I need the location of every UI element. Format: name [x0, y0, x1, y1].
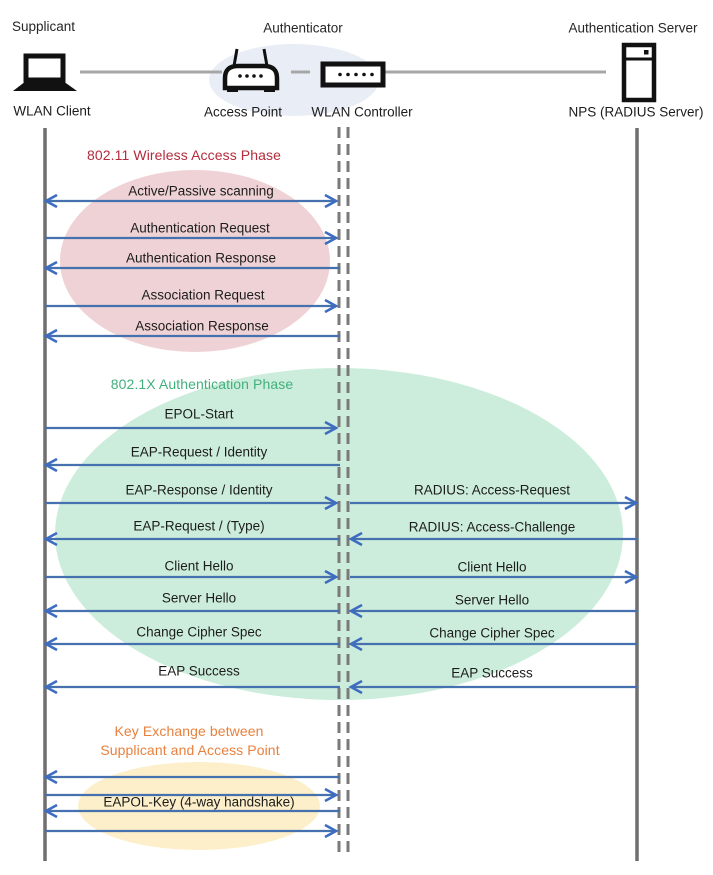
label-eap-success-left: EAP Success — [158, 663, 240, 679]
label-radius-access-request: RADIUS: Access-Request — [413, 482, 571, 498]
label-eap-success-right: EAP Success — [451, 665, 533, 681]
server-icon — [624, 45, 654, 100]
label-association-response: Association Response — [135, 318, 269, 334]
label-eap-response-identity: EAP-Response / Identity — [125, 482, 273, 498]
laptop-icon — [13, 56, 77, 91]
phase3-title-line2: Supplicant and Access Point — [100, 742, 280, 758]
label-active-passive-scanning: Active/Passive scanning — [128, 183, 274, 199]
label-eap-request-type: EAP-Request / (Type) — [133, 518, 265, 534]
phase3-title-line1: Key Exchange between — [114, 723, 264, 739]
label-server-hello-left: Server Hello — [161, 590, 237, 606]
header-authenticator: Authenticator — [263, 20, 343, 36]
node-label-access-point: Access Point — [203, 104, 283, 120]
label-client-hello-left: Client Hello — [164, 558, 234, 574]
label-authentication-response: Authentication Response — [125, 250, 277, 266]
node-label-wlan-client: WLAN Client — [13, 103, 91, 119]
label-authentication-request: Authentication Request — [130, 220, 270, 236]
label-eap-request-identity: EAP-Request / Identity — [130, 444, 268, 460]
label-radius-access-challenge: RADIUS: Access-Challenge — [408, 519, 576, 535]
wlan-controller-icon — [323, 64, 383, 85]
header-authentication-server: Authentication Server — [568, 20, 698, 36]
label-change-cipher-spec-right: Change Cipher Spec — [429, 625, 555, 641]
phase2-title: 802.1X Authentication Phase — [110, 376, 294, 392]
label-epol-start: EPOL-Start — [164, 406, 234, 422]
label-eapol-key-handshake: EAPOL-Key (4-way handshake) — [103, 794, 295, 810]
label-server-hello-right: Server Hello — [454, 592, 530, 608]
node-label-nps: NPS (RADIUS Server) — [568, 104, 704, 120]
label-client-hello-right: Client Hello — [457, 559, 527, 575]
node-label-wlan-controller: WLAN Controller — [311, 104, 413, 120]
label-change-cipher-spec-left: Change Cipher Spec — [136, 624, 262, 640]
label-association-request: Association Request — [141, 287, 265, 303]
header-supplicant: Supplicant — [12, 19, 76, 34]
phase1-title: 802.11 Wireless Access Phase — [87, 147, 281, 163]
